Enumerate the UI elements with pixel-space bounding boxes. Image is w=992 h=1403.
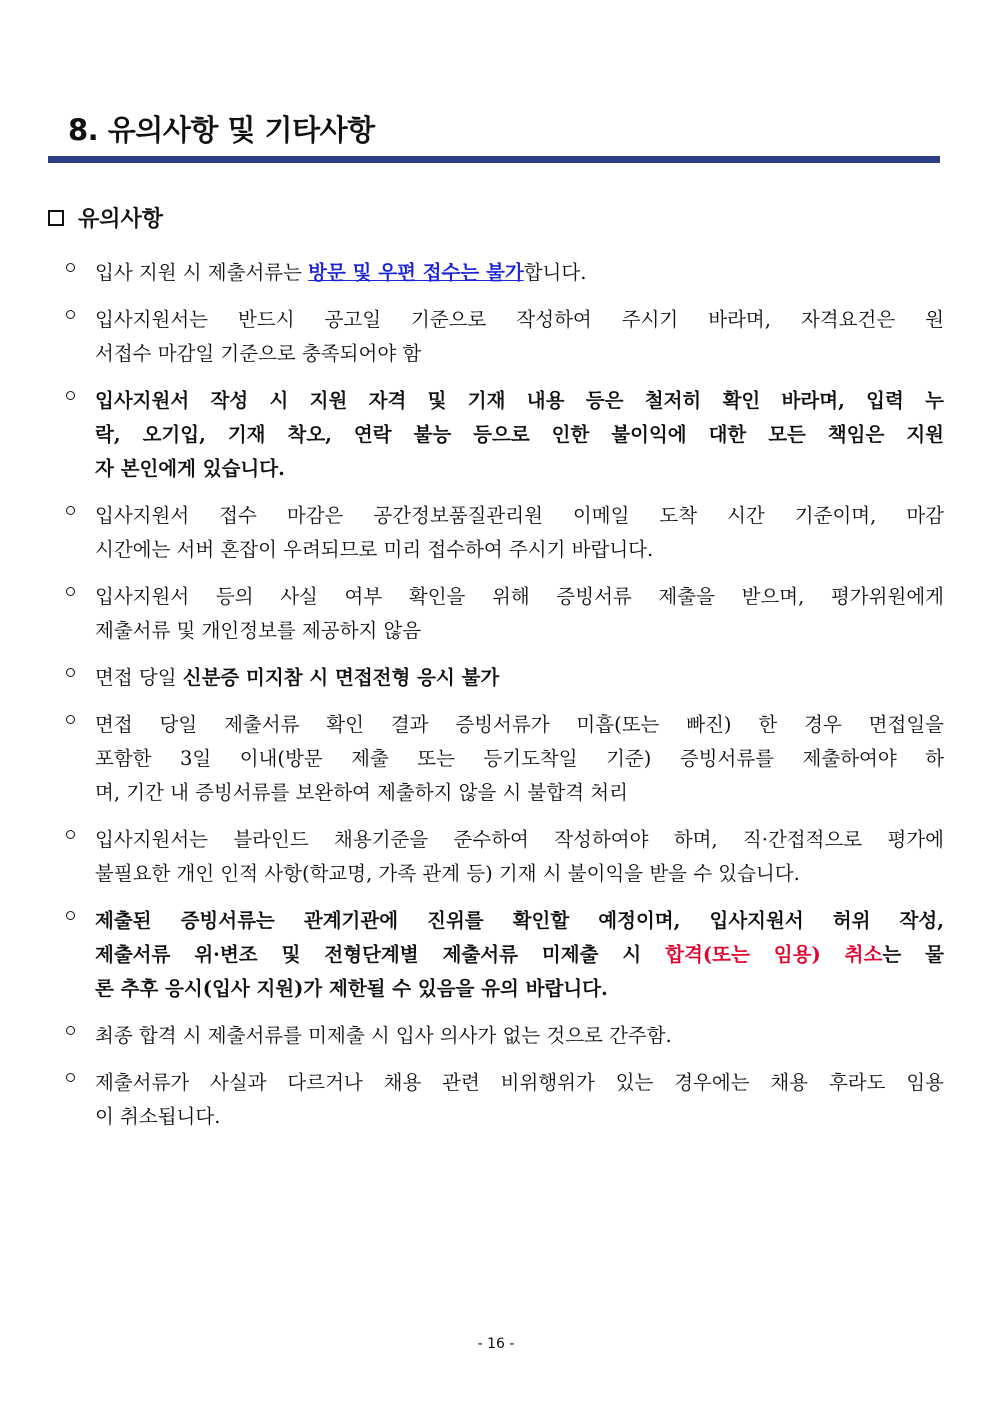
notice-text: 합니다.: [523, 261, 587, 284]
notice-item: [60, 1019, 944, 1053]
notice-line: [95, 1066, 944, 1100]
circle-bullet-icon: [66, 1026, 75, 1035]
circle-bullet-icon: [66, 1073, 75, 1082]
title-divider: [48, 156, 940, 163]
notice-text: 서접수 마감일 기준으로 충족되어야 함: [95, 342, 422, 365]
notice-line: [95, 614, 944, 648]
notice-text: 제출서류 위·변조 및 전형단계별 제출서류 미제출 시: [95, 943, 666, 966]
notice-line: [95, 256, 944, 290]
notice-item: [60, 384, 944, 486]
highlight-text-blue: 방문 및 우편 접수는 불가: [308, 261, 524, 284]
notice-text: 입사지원서는 블라인드 채용기준을 준수하여 작성하여야 하며, 직·간접적으로 평가에: [95, 828, 944, 851]
notice-item: [60, 580, 944, 648]
circle-bullet-icon: [66, 587, 75, 596]
notice-text: 최종 합격 시 제출서류를 미제출 시 입사 의사가 없는 것으로 간주함.: [95, 1024, 672, 1047]
page-number: - 16 -: [477, 1336, 515, 1352]
page-title: 8. 유의사항 및 기타사항: [68, 113, 375, 147]
circle-bullet-icon: [66, 715, 75, 724]
section-heading-label: 유의사항: [78, 207, 164, 232]
notice-item: [60, 661, 944, 695]
section-heading: [48, 202, 163, 233]
circle-bullet-icon: [66, 310, 75, 319]
notice-line: [95, 661, 944, 695]
notice-line: [95, 776, 944, 810]
notice-text: 이 취소됩니다.: [95, 1105, 221, 1128]
notice-item: [60, 904, 944, 1006]
notice-text: 제출된 증빙서류는 관계기관에 진위를 확인할 예정이며, 입사지원서 허위 작성,: [95, 909, 944, 932]
circle-bullet-icon: [66, 911, 75, 920]
circle-bullet-icon: [66, 830, 75, 839]
notice-text: 입사지원서 작성 시 지원 자격 및 기재 내용 등은 철저히 확인 바라며, 입력 누: [95, 389, 944, 412]
notice-text: 락, 오기입, 기재 착오, 연락 불능 등으로 인한 불이익에 대한 모든 책임은 지원: [95, 423, 944, 446]
notice-text: 불필요한 개인 인적 사항(학교명, 가족 관계 등) 기재 시 불이익을 받을 수 있습니다.: [95, 862, 800, 885]
notice-text: 신분증 미지참 시 면접전형 응시 불가: [182, 666, 500, 689]
notice-item: [60, 303, 944, 371]
notice-text: 입사지원서 등의 사실 여부 확인을 위해 증빙서류 제출을 받으며, 평가위원에게: [95, 585, 944, 608]
notice-text: 입사지원서 접수 마감은 공간정보품질관리원 이메일 도착 시간 기준이며, 마감: [95, 504, 944, 527]
notice-line: [95, 857, 944, 891]
circle-bullet-icon: [66, 263, 75, 272]
notice-line: [95, 1019, 944, 1053]
highlight-text-red: 합격(또는 임용) 취소: [665, 943, 883, 966]
notice-line: [95, 1100, 944, 1134]
notice-line: [95, 938, 944, 972]
notice-text: 시간에는 서버 혼잡이 우려되므로 미리 접수하여 주시기 바랍니다.: [95, 538, 654, 561]
notice-line: [95, 452, 944, 486]
notice-line: [95, 533, 944, 567]
notice-text: 면접 당일 제출서류 확인 결과 증빙서류가 미흡(또는 빠진) 한 경우 면접일을: [95, 713, 944, 736]
notice-list: [60, 256, 944, 1147]
circle-bullet-icon: [66, 668, 75, 677]
notice-text: 론 추후 응시(입사 지원)가 제한될 수 있음을 유의 바랍니다.: [95, 977, 608, 1000]
notice-item: [60, 708, 944, 810]
notice-line: [95, 823, 944, 857]
notice-text: 입사지원서는 반드시 공고일 기준으로 작성하여 주시기 바라며, 자격요건은 원: [95, 308, 944, 331]
checkbox-square-icon: [48, 210, 64, 226]
notice-line: [95, 708, 944, 742]
notice-line: [95, 384, 944, 418]
notice-line: [95, 904, 944, 938]
notice-text: 제출서류가 사실과 다르거나 채용 관련 비위행위가 있는 경우에는 채용 후라도 임용: [95, 1071, 944, 1094]
notice-text: 입사 지원 시 제출서류는: [95, 261, 309, 284]
notice-line: [95, 303, 944, 337]
notice-text: 자 본인에게 있습니다.: [95, 457, 285, 480]
notice-item: [60, 1066, 944, 1134]
circle-bullet-icon: [66, 506, 75, 515]
notice-text: 포함한 3일 이내(방문 제출 또는 등기도착일 기준) 증빙서류를 제출하여야 하: [95, 747, 944, 770]
notice-line: [95, 972, 944, 1006]
notice-text: 면접 당일: [95, 666, 183, 689]
notice-line: [95, 742, 944, 776]
notice-line: [95, 580, 944, 614]
notice-item: [60, 256, 944, 290]
notice-text: 제출서류 및 개인정보를 제공하지 않음: [95, 619, 422, 642]
notice-item: [60, 499, 944, 567]
circle-bullet-icon: [66, 391, 75, 400]
notice-line: [95, 499, 944, 533]
notice-item: [60, 823, 944, 891]
notice-line: [95, 337, 944, 371]
notice-text: 며, 기간 내 증빙서류를 보완하여 제출하지 않을 시 불합격 처리: [95, 781, 628, 804]
notice-text: 는 물: [882, 943, 944, 966]
notice-line: [95, 418, 944, 452]
